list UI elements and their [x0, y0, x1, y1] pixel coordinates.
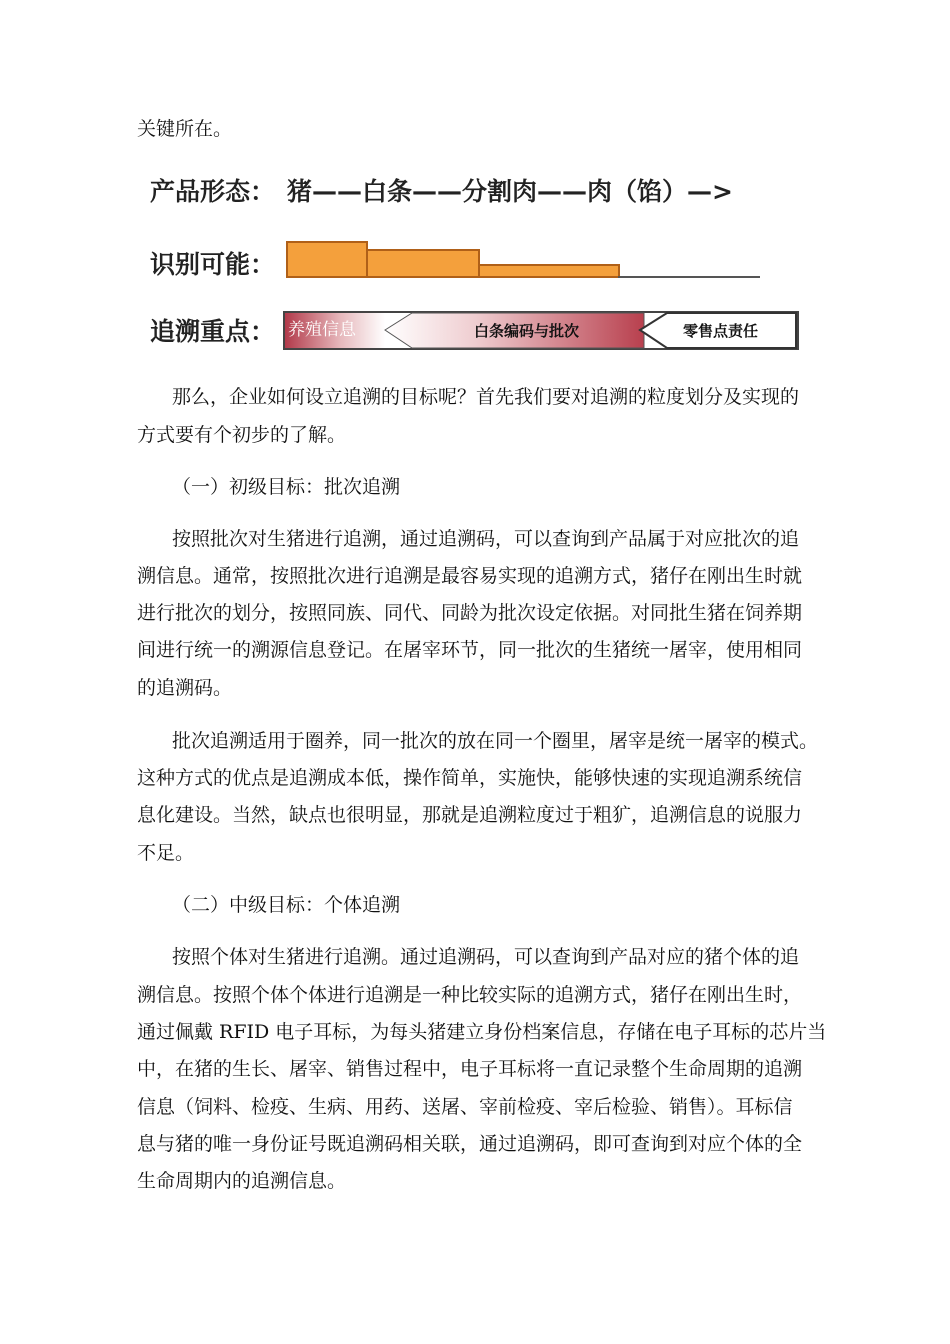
top-line: 关键所在。 — [137, 118, 233, 140]
text-line: 按照个体对生猪进行追溯。通过追溯码，可以查询到产品对应的猪个体的追 — [172, 946, 800, 968]
identify-label: 识别可能： — [150, 250, 276, 279]
identify-baseline — [618, 276, 760, 278]
text-line: 按照批次对生猪进行追溯，通过追溯码，可以查询到产品属于对应批次的追 — [172, 528, 800, 550]
text-line: 中，在猪的生长、屠宰、销售过程中，电子耳标将一直记录整个生命周期的追溯 — [137, 1058, 803, 1080]
text-line: 息化建设。当然，缺点也很明显，那就是追溯粒度过于粗犷，追溯信息的说服力 — [137, 804, 803, 826]
text-line: 不足。 — [137, 842, 195, 864]
breeding-info-text: 养殖信息 — [288, 320, 356, 340]
text-line: 息与猪的唯一身份证号既追溯码相关联，通过追溯码，即可查询到对应个体的全 — [137, 1133, 803, 1155]
identify-bar-1 — [286, 241, 368, 278]
section-heading-2: （二）中级目标：个体追溯 — [172, 894, 401, 916]
text-line: 批次追溯适用于圈养，同一批次的放在同一个圈里，屠宰是统一屠宰的模式。 — [172, 730, 819, 752]
text-line: 生命周期内的追溯信息。 — [137, 1170, 347, 1192]
text-line: 信息（饲料、检疫、生病、用药、送屠、宰前检疫、宰后检验、销售）。耳标信 — [137, 1096, 793, 1118]
text-line: 通过佩戴 RFID 电子耳标，为每头猪建立身份档案信息，存储在电子耳标的芯片当 — [137, 1021, 827, 1043]
text-line: 溯信息。通常，按照批次进行追溯是最容易实现的追溯方式，猪仔在刚出生时就 — [137, 565, 803, 587]
text-line: 溯信息。按照个体个体进行追溯是一种比较实际的追溯方式，猪仔在刚出生时， — [137, 984, 803, 1006]
text-line: 这种方式的优点是追溯成本低，操作简单，实施快，能够快速的实现追溯系统信 — [137, 767, 803, 789]
text-line: 方式要有个初步的了解。 — [137, 424, 347, 446]
carcass-code-text: 白条编码与批次 — [474, 322, 580, 340]
text-line: 那么，企业如何设立追溯的目标呢？首先我们要对追溯的粒度划分及实现的 — [172, 386, 800, 408]
identify-bar-2 — [366, 249, 480, 278]
product-flow-text: 猪——白条——分割肉——肉（馅）—> — [287, 177, 733, 206]
text-line: 的追溯码。 — [137, 677, 233, 699]
retail-text: 零售点责任 — [683, 322, 759, 340]
text-line: 进行批次的划分，按照同族、同代、同龄为批次设定依据。对同批生猪在饲养期 — [137, 602, 803, 624]
section-heading-1: （一）初级目标：批次追溯 — [172, 476, 401, 498]
identify-bar-3 — [478, 264, 620, 278]
product-form-label: 产品形态： — [150, 177, 276, 206]
trace-focus-label: 追溯重点： — [150, 317, 276, 346]
text-line: 间进行统一的溯源信息登记。在屠宰环节，同一批次的生猪统一屠宰，使用相同 — [137, 639, 803, 661]
